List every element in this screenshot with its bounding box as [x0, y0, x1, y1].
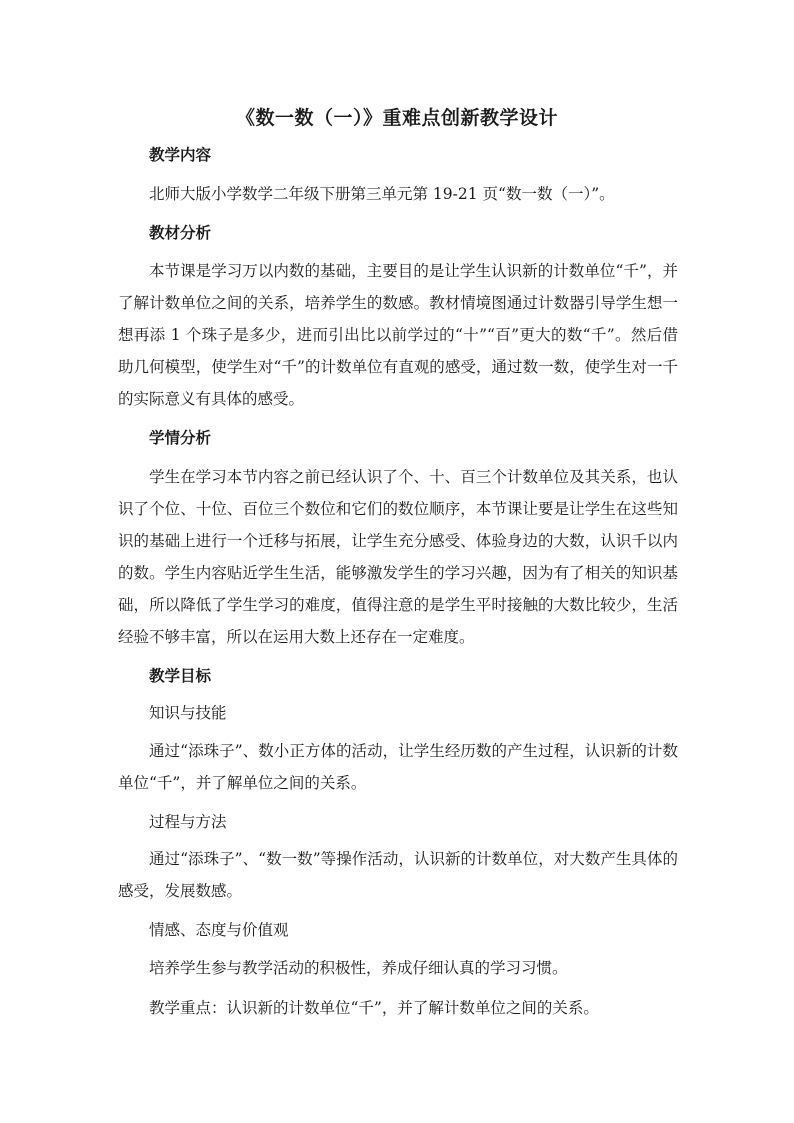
paragraph-student-analysis: 学生在学习本节内容之前已经认识了个、十、百三个计数单位及其关系，也认识了个位、十位、百位三个数位和它们的数位顺序，本节课让要是让学生在这些知识的基础上进行一个迁移与拓展，让学生充分感受、体验身边的大数，认识千以内的数。学生内容贴近学生生活，能够激发学生的学习兴趣，因为有了相关的知识基础，所以降低了学生学习的难度，值得注意的是学生平时接触的大数比较少，生活经验不够丰富，所以在运用大数上还存在一定难度。 — [118, 467, 678, 646]
paragraph-textbook-analysis: 本节课是学习万以内数的基础，主要目的是让学生认识新的计数单位“千”，并了解计数单位之间的关系，培养学生的数感。教材情境图通过计数器引导学生想一想再添 1 个珠子是多少，进而引出比以前学过的“十”“百”更大的数“千”。然后借助几何模型，使学生对“千”的计数单位有直观的感受，通过数一数，使学生对一千的实际意义有具体的感受。 — [118, 262, 678, 408]
heading-teaching-content: 教学内容 — [149, 146, 212, 164]
document-title: 《数一数（一）》重难点创新教学设计 — [235, 107, 558, 129]
paragraph-key-point: 教学重点：认识新的计数单位“千”，并了解计数单位之间的关系。 — [149, 998, 599, 1017]
paragraph-emotion-values: 培养学生参与教学活动的积极性，养成仔细认真的学习习惯。 — [149, 958, 568, 977]
heading-textbook-analysis: 教材分析 — [149, 223, 212, 242]
paragraph-teaching-content: 北师大版小学数学二年级下册第三单元第 19-21 页“数一数（一）”。 — [149, 184, 615, 203]
heading-teaching-goals: 教学目标 — [149, 666, 212, 685]
label-knowledge-skills: 知识与技能 — [149, 704, 227, 722]
label-emotion-values: 情感、态度与价值观 — [149, 921, 289, 939]
heading-student-analysis: 学情分析 — [149, 429, 212, 447]
document-body — [118, 140, 678, 1032]
paragraph-process-methods: 通过“添珠子”、“数一数”等操作活动，认识新的计数单位，对大数产生具体的感受，发展数感。 — [118, 850, 678, 900]
label-process-methods: 过程与方法 — [149, 812, 227, 831]
paragraph-knowledge-skills: 通过“添珠子”、数小正方体的活动，让学生经历数的产生过程，认识新的计数单位“千”，并了解单位之间的关系。 — [118, 741, 678, 792]
